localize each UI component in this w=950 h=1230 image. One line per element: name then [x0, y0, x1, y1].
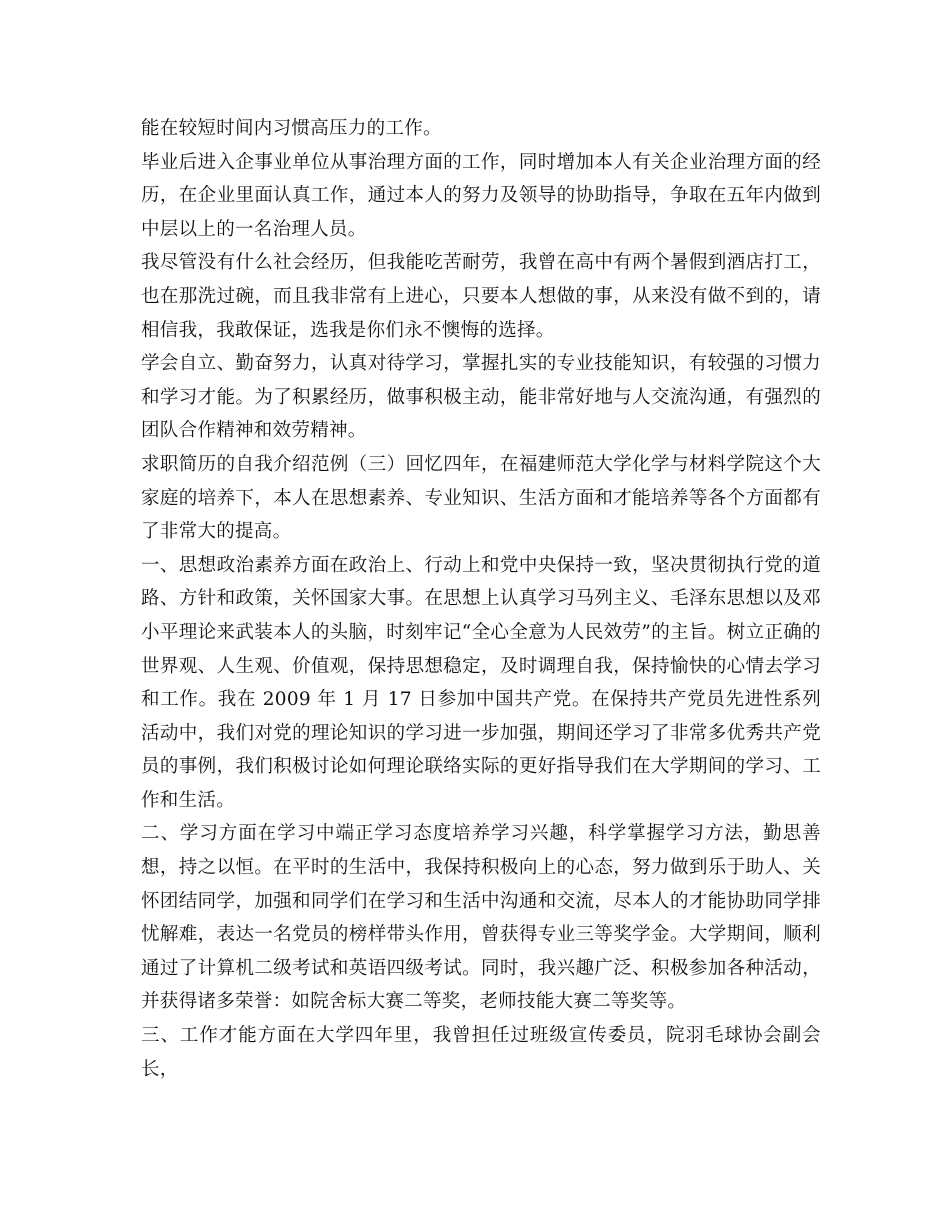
paragraph-8: 三、工作才能方面在大学四年里，我曾担任过班级宣传委员，院羽毛球协会副会长， [141, 1025, 821, 1080]
document-body [141, 112, 821, 1086]
paragraph-7: 二、学习方面在学习中端正学习态度培养学习兴趣，科学掌握学习方法，勤思善想，持之以恒。在平时的生活中，我保持积极向上的心态，努力做到乐于助人、关怀团结同学，加强和同学们在学习和生活中沟通和交流，尽本人的才能协助同学排忧解难，表达一名党员的榜样带头作用，曾获得专业三等奖学金。大学期间，顺利通过了计算机二级考试和英语四级考试。同时，我兴趣广泛、积极参加各种活动，并获得诸多荣誉：如院舍标大赛二等奖，老师技能大赛二等奖等。 [141, 823, 821, 1013]
paragraph-3: 我尽管没有什么社会经历，但我能吃苦耐劳，我曾在高中有两个暑假到酒店打工，也在那洗过碗，而且我非常有上进心，只要本人想做的事，从来没有做不到的，请相信我，我敢保证，选我是你们永不懊悔的选择。 [141, 252, 821, 341]
paragraph-1: 能在较短时间内习惯高压力的工作。 [141, 118, 442, 139]
paragraph-6: 一、思想政治素养方面在政治上、行动上和党中央保持一致，坚决贯彻执行党的道路、方针和政策，关怀国家大事。在思想上认真学习马列主义、毛泽东思想以及邓小平理论来武装本人的头脑，时刻牢记“全心全意为人民效劳”的主旨。树立正确的世界观、人生观、价值观，保持思想稳定，及时调理自我，保持愉快的心情去学习和工作。我在 2009 年 1 月 17 日参加中国共产党。在保持共产党员先进性系列活动中，我们对党的理论知识的学习进一步加强，期间还学习了非常多优秀共产党员的事例，我们积极讨论如何理论联络实际的更好指导我们在大学期间的学习、工作和生活。 [141, 554, 821, 811]
paragraph-2: 毕业后进入企事业单位从事治理方面的工作，同时增加本人有关企业治理方面的经历，在企业里面认真工作，通过本人的努力及领导的协助指导，争取在五年内做到中层以上的一名治理人员。 [141, 151, 821, 240]
paragraph-5: 求职简历的自我介绍范例（三）回忆四年，在福建师范大学化学与材料学院这个大家庭的培养下，本人在思想素养、专业知识、生活方面和才能培养等各个方面都有了非常大的提高。 [141, 453, 821, 543]
paragraph-4: 学会自立、勤奋努力，认真对待学习，掌握扎实的专业技能知识，有较强的习惯力和学习才能。为了积累经历，做事积极主动，能非常好地与人交流沟通，有强烈的团队合作精神和效劳精神。 [141, 353, 821, 442]
